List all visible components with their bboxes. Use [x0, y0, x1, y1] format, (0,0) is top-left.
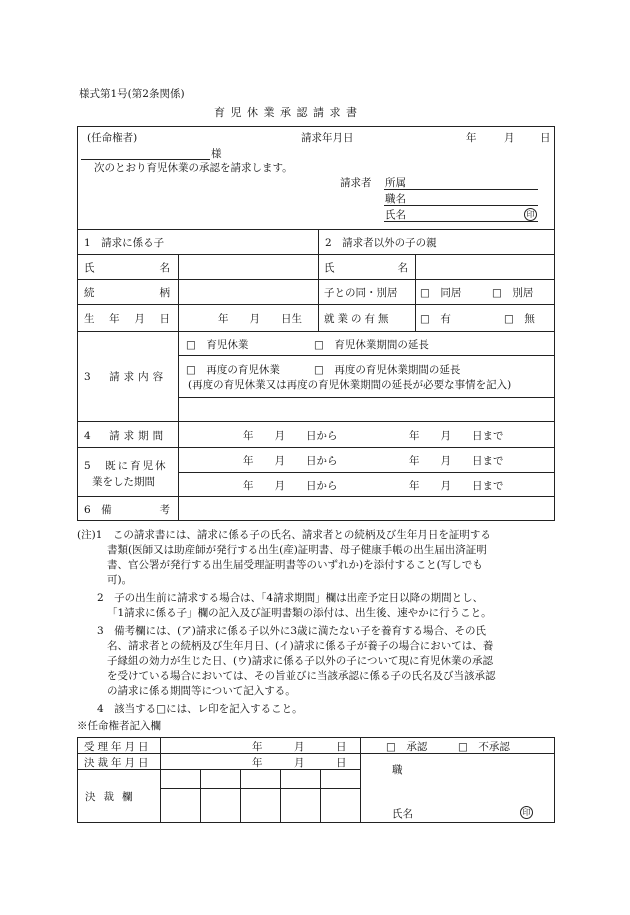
appointer-section-title: ※任命権者記入欄: [77, 720, 161, 732]
section5-title-line1: 5 既に育児休: [84, 460, 168, 472]
taken-period-2-to: 年 月 日まで: [409, 480, 504, 492]
section3-title: 3 請求内容: [84, 371, 168, 383]
child-name-label: 氏 名: [84, 262, 170, 274]
parent-name-label: 氏 名: [324, 262, 408, 274]
child-birth-date: 年 月 日生: [218, 313, 302, 325]
appointer-seal-icon: 印: [520, 806, 533, 819]
section1-title: 1 請求に係る子: [84, 237, 165, 249]
taken-period-2-from: 年 月 日から: [243, 480, 338, 492]
cohabit-same-checkbox[interactable]: □ 同居: [420, 287, 462, 299]
month-label: 月: [504, 132, 515, 144]
position-label: 職名: [385, 193, 406, 205]
page-title: 育 児 休 業 承 認 請 求 書: [214, 106, 358, 119]
appointer-name-label: 氏名: [392, 808, 413, 820]
opt-childcare-checkbox[interactable]: □ 育児休業: [186, 339, 249, 351]
note-line: 2 子の出生前に請求する場合は、「4請求期間」欄は出産予定日以降の期間とし、: [97, 592, 484, 604]
day-label: 日: [540, 132, 551, 144]
employment-label: 就業の有無: [324, 313, 392, 325]
section2-title: 2 請求者以外の子の親: [325, 237, 437, 249]
received-date-label: 受理年月日: [84, 741, 152, 753]
opt-again-extension-checkbox[interactable]: □ 再度の育児休業期間の延長: [314, 364, 461, 376]
decision-column-label: 決裁欄: [85, 791, 141, 803]
note-line: 書類(医師又は助産師が発行する出生(産)証明書、母子健康手帳の出生届出済証明: [107, 544, 487, 556]
note-line: 「1請求に係る子」欄の記入及び証明書類の添付は、出生後、速やかに行うこと。: [107, 607, 492, 619]
note-line: 書、官公署が発行する出生届受理証明書等のいずれか)を添付すること(写しでも: [107, 559, 483, 571]
child-relation-label: 続 柄: [84, 287, 170, 299]
note-line: 子縁組の効力が生じた日、(ウ)請求に係る子以外の子について現に育児休業の承認: [107, 655, 493, 667]
employment-yes-checkbox[interactable]: □ 有: [420, 313, 451, 325]
opt-again-checkbox[interactable]: □ 再度の育児休業: [186, 364, 280, 376]
note-line: 可)。: [107, 574, 133, 586]
approve-checkbox[interactable]: □ 承認: [386, 741, 428, 753]
taken-period-1-to: 年 月 日まで: [409, 455, 504, 467]
received-date-value: 年 月 日: [252, 741, 347, 753]
note-line: (注)1 この請求書には、請求に係る子の氏名、請求者との続柄及び生年月日を証明する: [77, 529, 491, 541]
addressee-suffix: 様: [211, 148, 222, 160]
request-date-label: 請求年月日: [301, 132, 354, 144]
child-birth-label: 生 年 月 日: [84, 313, 170, 325]
decision-date-label: 決裁年月日: [84, 757, 152, 769]
cohabit-separate-checkbox[interactable]: □ 別居: [492, 287, 534, 299]
opt-extension-checkbox[interactable]: □ 育児休業期間の延長: [314, 339, 429, 351]
intro-text: 次のとおり育児休業の承認を請求します。: [94, 162, 293, 174]
section5-title-line2: 業をした期間: [92, 476, 155, 488]
section6-title: 6 備 考: [84, 504, 170, 516]
reason-note: (再度の育児休業又は再度の育児休業期間の延長が必要な事情を記入): [188, 379, 512, 391]
seal-icon: 印: [524, 208, 537, 221]
name-label: 氏名: [385, 209, 406, 221]
note-line: 4 該当する□には、レ印を記入すること。: [97, 703, 303, 715]
period-from: 年 月 日から: [243, 430, 338, 442]
cohabit-label: 子との同・別居: [324, 287, 398, 299]
requester-label: 請求者: [340, 177, 372, 189]
note-line: を受けている場合においては、その旨並びに当該承認に係る子の氏名及び当該承認: [107, 670, 496, 682]
note-line: 3 備考欄には、(ア)請求に係る子以外に3歳に満たない子を養育する場合、その氏: [97, 625, 487, 637]
taken-period-1-from: 年 月 日から: [243, 455, 338, 467]
period-to: 年 月 日まで: [409, 430, 504, 442]
decision-date-value: 年 月 日: [252, 757, 347, 769]
disapprove-checkbox[interactable]: □ 不承認: [458, 741, 510, 753]
appointer-label: (任命権者): [87, 132, 138, 144]
section4-title: 4 請求期間: [84, 430, 168, 442]
year-label: 年: [466, 132, 477, 144]
appointer-position-label: 職: [392, 764, 403, 776]
note-line: の請求に係る期間等について記入する。: [107, 685, 296, 697]
affiliation-label: 所属: [385, 177, 406, 189]
note-line: 名、請求者との続柄及び生年月日、(イ)請求に係る子が養子の場合においては、養: [107, 640, 494, 652]
employment-no-checkbox[interactable]: □ 無: [504, 313, 535, 325]
form-number: 様式第1号(第2条関係): [79, 88, 185, 100]
